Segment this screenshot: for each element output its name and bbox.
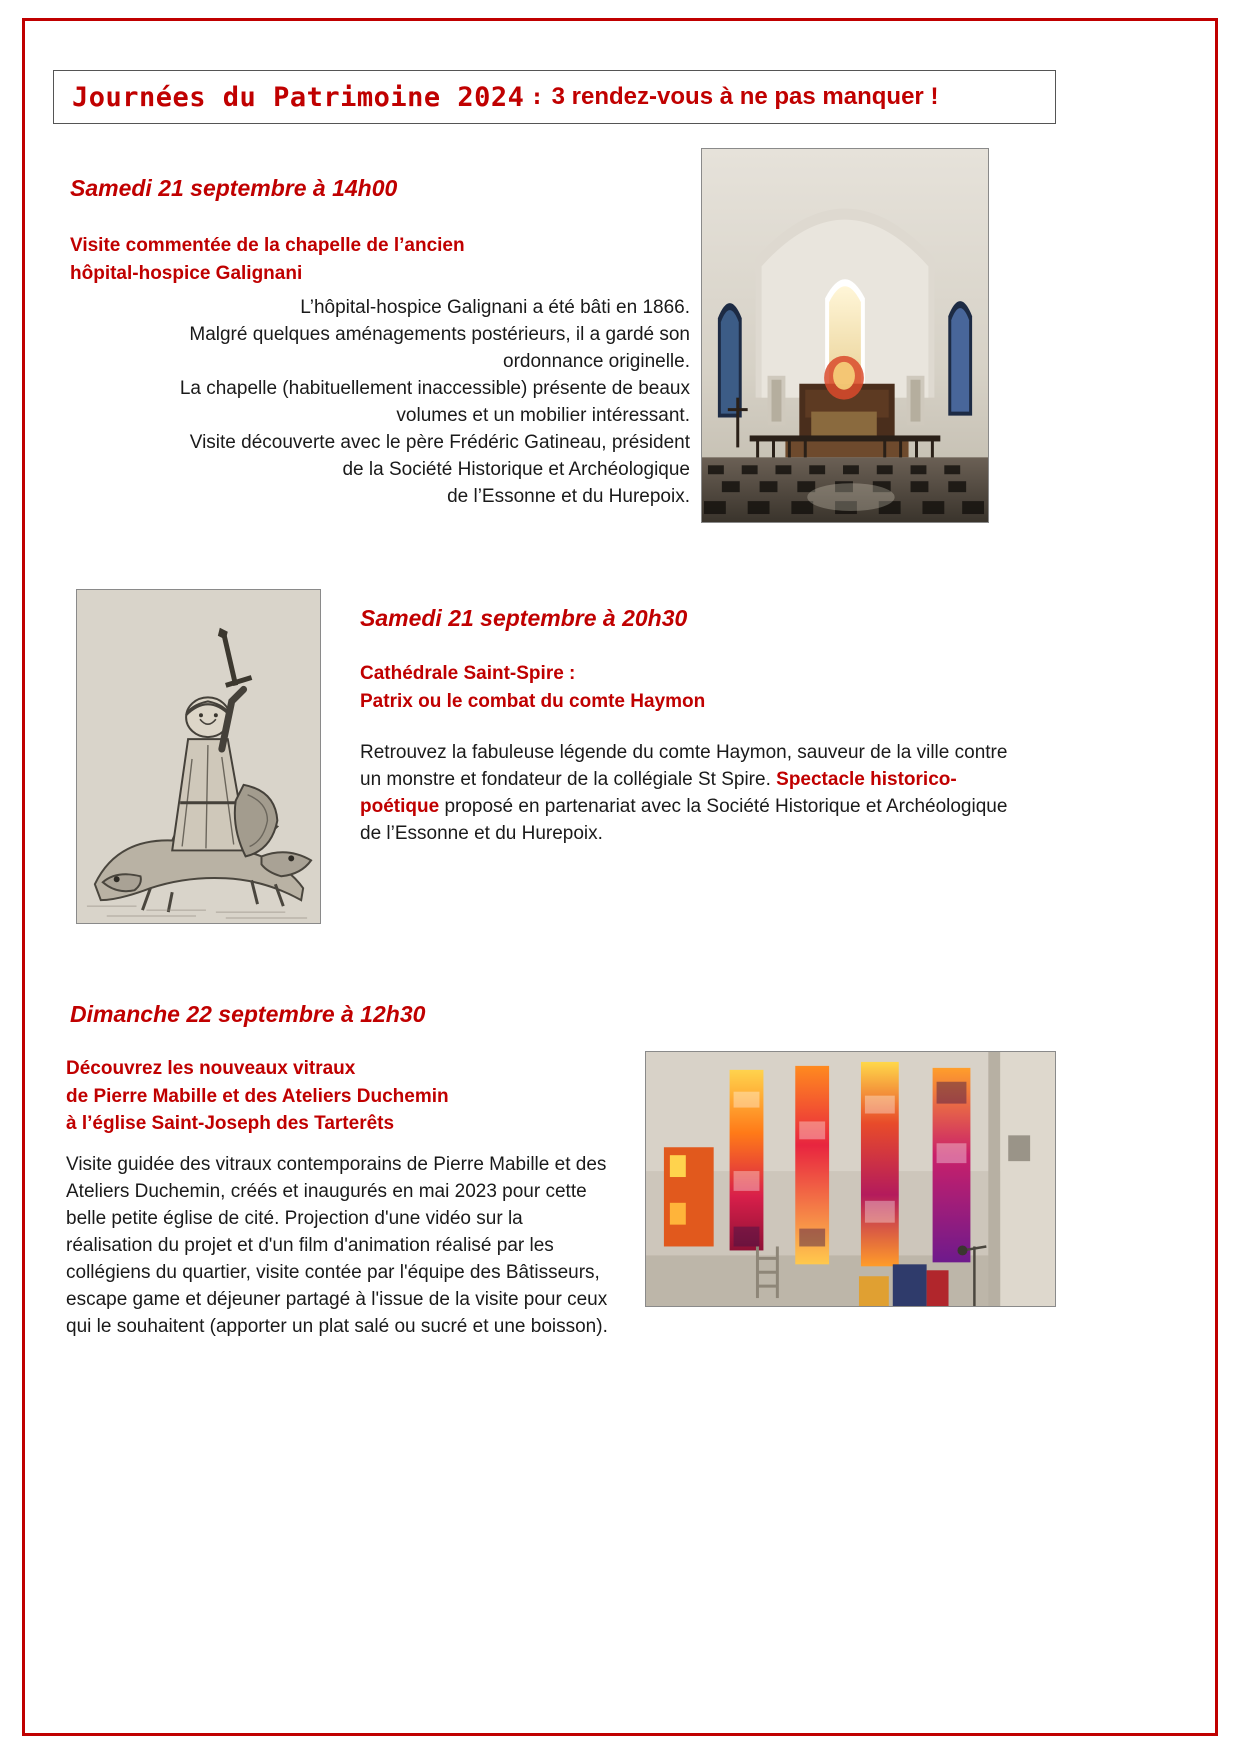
knight-slaying-dragon-engraving <box>76 589 321 924</box>
stained-glass-illustration <box>646 1052 1055 1306</box>
section-1-subtitle-line-2: hôpital-hospice Galignani <box>70 262 303 284</box>
section-3-subtitle <box>66 1055 586 1138</box>
section-2-subtitle <box>360 660 920 715</box>
page-subtitle: 3 rendez-vous à ne pas manquer ! <box>551 83 939 110</box>
section-3-date: Dimanche 22 septembre à 12h30 <box>70 1001 426 1027</box>
chapel-interior-illustration <box>702 149 988 522</box>
page-title-box <box>53 70 1056 124</box>
chapel-interior-photo <box>701 148 989 523</box>
knight-dragon-illustration <box>77 590 320 923</box>
page-title: Journées du Patrimoine 2024 <box>72 81 525 113</box>
section-2-subtitle-line-2: Patrix ou le combat du comte Haymon <box>360 690 706 712</box>
contemporary-stained-glass-photo <box>645 1051 1056 1307</box>
section-1-subtitle <box>70 232 630 287</box>
section-3-subtitle-line-2: de Pierre Mabille et des Ateliers Duchemin <box>66 1085 449 1107</box>
section-2-body <box>360 740 1025 848</box>
section-2-body-highlight: Spectacle historico-poétique <box>360 768 957 817</box>
section-2-date: Samedi 21 septembre à 20h30 <box>360 605 688 631</box>
section-1-subtitle-line-1: Visite commentée de la chapelle de l’ancien <box>70 235 465 256</box>
section-2-subtitle-line-1: Cathédrale Saint-Spire : <box>360 663 576 684</box>
section-1-body: L’hôpital-hospice Galignani a été bâti en 1866. Malgré quelques aménagements postérieurs, il a gardé son ordonnance originelle. La chapelle (habituellement inaccessible) présente de beaux volumes et un mobilier intéressant. Visite découverte avec le père Frédéric Gatineau, président de la Société Historique et Archéologique de l’Essonne et du Hurepoix. <box>179 297 690 507</box>
section-2-body-part1: Retrouvez la fabuleuse légende du comte Haymon, sauveur de la ville contre un monstre et fondateur de la collégiale St Spire. <box>360 742 1008 790</box>
page-title-colon: : <box>530 84 544 110</box>
section-3-subtitle-line-3: à l’église Saint-Joseph des Tarterêts <box>66 1113 395 1135</box>
section-2-body-part2: proposé en partenariat avec la Société Historique et Archéologique de l’Essonne et du Hurepoix. <box>360 795 1008 844</box>
section-1-date: Samedi 21 septembre à 14h00 <box>70 175 398 201</box>
section-3-body: Visite guidée des vitraux contemporains de Pierre Mabille et des Ateliers Duchemin, créés et inaugurés en mai 2023 pour cette belle petite église de cité. Projection d'une vidéo sur la réalisation du projet et d'un film d'animation réalisé par les collégiens du quartier, visite contée par l'équipe des Bâtisseurs, escape game et déjeuner partagé à l'issue de la visite pour ceux qui le souhaitent (apporter un plat salé ou sucré et une boisson). <box>66 1154 608 1337</box>
section-3-subtitle-line-1: Découvrez les nouveaux vitraux <box>66 1058 356 1079</box>
